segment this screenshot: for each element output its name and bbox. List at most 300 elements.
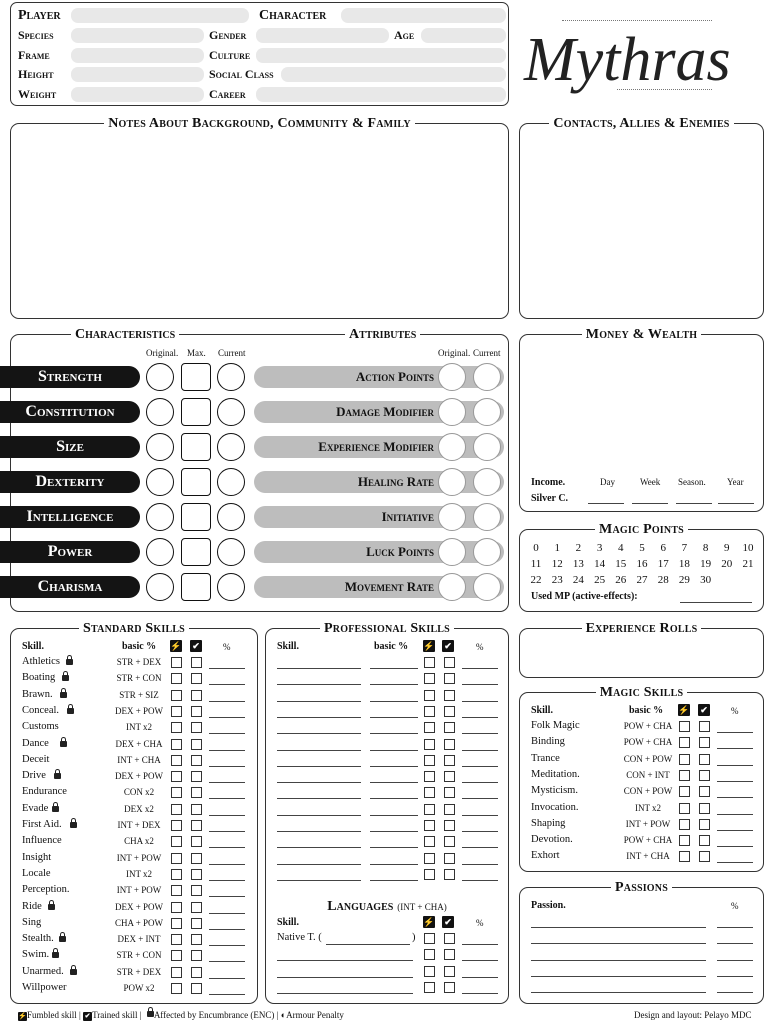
- social-class-field[interactable]: [281, 67, 506, 82]
- magic-point-11[interactable]: 11: [530, 558, 542, 570]
- trained-checkbox[interactable]: [191, 722, 202, 733]
- skill-percent-line[interactable]: [462, 782, 498, 783]
- trained-checkbox[interactable]: [191, 918, 202, 929]
- fumbled-checkbox[interactable]: [679, 737, 690, 748]
- fumbled-checkbox[interactable]: [171, 950, 182, 961]
- skill-percent-line[interactable]: [717, 732, 753, 733]
- fumbled-checkbox[interactable]: [424, 804, 435, 815]
- skill-percent-line[interactable]: [462, 960, 498, 961]
- skill-formula: INT x2: [125, 722, 153, 733]
- fumbled-checkbox[interactable]: [171, 804, 182, 815]
- characteristic-max-input[interactable]: [181, 363, 211, 391]
- age-field[interactable]: [421, 28, 506, 43]
- fumbled-checkbox[interactable]: [424, 853, 435, 864]
- characteristic-max-input[interactable]: [181, 468, 211, 496]
- skill-percent-line[interactable]: [209, 815, 245, 816]
- trained-checkbox[interactable]: [444, 739, 455, 750]
- magic-point-2[interactable]: 2: [575, 542, 582, 554]
- fumbled-checkbox[interactable]: [171, 885, 182, 896]
- passion-percent-line[interactable]: [717, 943, 753, 944]
- skill-formula: INT + DEX: [117, 820, 161, 830]
- skill-formula: INT + CHA: [117, 754, 161, 765]
- trained-checkbox[interactable]: [444, 722, 455, 733]
- skill-name: Drive: [22, 770, 46, 782]
- trained-checkbox[interactable]: [191, 755, 202, 766]
- characteristic-original-input[interactable]: [146, 573, 174, 601]
- characteristic-original-input[interactable]: [146, 433, 174, 461]
- characteristic-current-input[interactable]: [217, 573, 245, 601]
- skill-name-line[interactable]: [277, 864, 361, 865]
- season-line[interactable]: [676, 503, 712, 504]
- native-tongue-line[interactable]: [326, 944, 410, 945]
- magic-point-3[interactable]: 3: [596, 542, 603, 554]
- trained-checkbox[interactable]: [444, 869, 455, 880]
- attribute-original-input[interactable]: [438, 433, 466, 461]
- magic-point-22[interactable]: 22: [530, 574, 542, 586]
- passion-percent-line[interactable]: [717, 976, 753, 977]
- standard-skill-row: [11, 688, 257, 704]
- fumbled-checkbox[interactable]: [171, 690, 182, 701]
- trained-checkbox[interactable]: [444, 820, 455, 831]
- fumbled-checkbox[interactable]: [424, 771, 435, 782]
- skill-formula-line[interactable]: [370, 750, 418, 751]
- trained-checkbox[interactable]: [444, 657, 455, 668]
- fumbled-checkbox[interactable]: [424, 673, 435, 684]
- skill-name-line[interactable]: [277, 831, 361, 832]
- skill-percent-line[interactable]: [717, 846, 753, 847]
- magic-point-7[interactable]: 7: [681, 542, 688, 554]
- skill-formula-line[interactable]: [370, 733, 418, 734]
- skill-formula-line[interactable]: [370, 717, 418, 718]
- magic-point-17[interactable]: 17: [657, 558, 669, 570]
- fumbled-checkbox[interactable]: [424, 966, 435, 977]
- magic-skill-rows: [520, 719, 763, 869]
- trained-checkbox[interactable]: [191, 657, 202, 668]
- skill-percent-line[interactable]: [209, 847, 245, 848]
- skill-name-line[interactable]: [277, 701, 361, 702]
- frame-label: Frame: [18, 48, 50, 62]
- trained-checkbox[interactable]: [191, 885, 202, 896]
- height-field[interactable]: [71, 67, 204, 82]
- skill-percent-line[interactable]: [209, 717, 245, 718]
- fumbled-checkbox[interactable]: [424, 949, 435, 960]
- fumbled-checkbox[interactable]: [171, 918, 182, 929]
- std-pct-header: %: [223, 642, 231, 652]
- characteristic-max-input[interactable]: [181, 538, 211, 566]
- trained-checkbox[interactable]: [191, 804, 202, 815]
- magic-point-1[interactable]: 1: [554, 542, 560, 554]
- day-line[interactable]: [588, 503, 624, 504]
- characteristic-current-input[interactable]: [217, 433, 245, 461]
- magic-point-14[interactable]: 14: [594, 558, 606, 570]
- skill-formula-line[interactable]: [370, 701, 418, 702]
- skill-percent-line[interactable]: [462, 798, 498, 799]
- skill-name: Devotion.: [531, 834, 573, 846]
- trained-checkbox[interactable]: [444, 982, 455, 993]
- characteristic-current-input[interactable]: [217, 468, 245, 496]
- attribute-current-input[interactable]: [473, 573, 501, 601]
- species-field[interactable]: [71, 28, 204, 43]
- magic-point-29[interactable]: 29: [678, 574, 690, 586]
- magic-point-16[interactable]: 16: [636, 558, 648, 570]
- skill-percent-line[interactable]: [209, 896, 245, 897]
- fumbled-checkbox[interactable]: [424, 982, 435, 993]
- trained-checkbox[interactable]: [444, 949, 455, 960]
- frame-field[interactable]: [71, 48, 204, 63]
- standard-skill-row: [11, 769, 257, 785]
- attribute-current-input[interactable]: [473, 503, 501, 531]
- magic-point-13[interactable]: 13: [572, 558, 584, 570]
- trained-checkbox[interactable]: [191, 869, 202, 880]
- fumbled-checkbox[interactable]: [171, 673, 182, 684]
- skill-percent-line[interactable]: [209, 684, 245, 685]
- skill-formula-line[interactable]: [370, 847, 418, 848]
- trained-checkbox[interactable]: [699, 786, 710, 797]
- magic-point-5[interactable]: 5: [639, 542, 645, 554]
- skill-percent-line[interactable]: [462, 993, 498, 994]
- magic-point-12[interactable]: 12: [551, 558, 563, 570]
- prof-basic-header: basic %: [374, 641, 409, 652]
- fumbled-checkbox[interactable]: [171, 771, 182, 782]
- magic-point-30[interactable]: 30: [700, 574, 712, 586]
- trained-checkbox[interactable]: [699, 770, 710, 781]
- week-line[interactable]: [632, 503, 668, 504]
- magic-point-10[interactable]: 10: [742, 542, 754, 554]
- year-line[interactable]: [718, 503, 754, 504]
- trained-checkbox[interactable]: [699, 835, 710, 846]
- character-field[interactable]: [341, 8, 506, 23]
- trained-checkbox[interactable]: [699, 737, 710, 748]
- trained-checkbox[interactable]: [699, 754, 710, 765]
- fumbled-checkbox[interactable]: [679, 819, 690, 830]
- magic-point-26[interactable]: 26: [615, 574, 627, 586]
- magic-point-6[interactable]: 6: [660, 542, 666, 554]
- skill-percent-line[interactable]: [462, 847, 498, 848]
- passion-percent-line[interactable]: [717, 992, 753, 993]
- magic-point-20[interactable]: 20: [721, 558, 733, 570]
- characteristic-current-input[interactable]: [217, 398, 245, 426]
- skill-name-line[interactable]: [277, 977, 413, 978]
- trained-checkbox[interactable]: [191, 820, 202, 831]
- fumbled-checkbox[interactable]: [679, 786, 690, 797]
- culture-field[interactable]: [256, 48, 506, 63]
- skill-percent-line[interactable]: [462, 977, 498, 978]
- trained-checkbox[interactable]: [191, 934, 202, 945]
- career-field[interactable]: [256, 87, 506, 102]
- professional-skill-row: [266, 671, 508, 687]
- magic-point-0[interactable]: 0: [533, 542, 539, 554]
- characteristic-max-input[interactable]: [181, 433, 211, 461]
- trained-checkbox[interactable]: [191, 739, 202, 750]
- characteristic-original-input[interactable]: [146, 468, 174, 496]
- skill-percent-line[interactable]: [209, 864, 245, 865]
- player-field[interactable]: [71, 8, 249, 23]
- standard-skill-row: [11, 671, 257, 687]
- weight-field[interactable]: [71, 87, 204, 102]
- fumbled-checkbox[interactable]: [171, 853, 182, 864]
- attribute-current-input[interactable]: [473, 538, 501, 566]
- trained-checkbox[interactable]: [191, 690, 202, 701]
- attribute-original-input[interactable]: [438, 363, 466, 391]
- magic-point-28[interactable]: 28: [657, 574, 669, 586]
- magic-point-23[interactable]: 23: [551, 574, 563, 586]
- skill-percent-line[interactable]: [717, 748, 753, 749]
- skill-name-line[interactable]: [277, 684, 361, 685]
- skill-percent-line[interactable]: [209, 945, 245, 946]
- attribute-original-input[interactable]: [438, 538, 466, 566]
- magic-point-9[interactable]: 9: [724, 542, 730, 554]
- fumbled-checkbox[interactable]: [171, 820, 182, 831]
- skill-percent-line[interactable]: [209, 733, 245, 734]
- magic-point-4[interactable]: 4: [618, 542, 624, 554]
- skill-percent-line[interactable]: [717, 781, 753, 782]
- skill-percent-line[interactable]: [717, 830, 753, 831]
- skill-name-line[interactable]: [277, 993, 413, 994]
- fumbled-checkbox[interactable]: [424, 869, 435, 880]
- skill-formula-line[interactable]: [370, 831, 418, 832]
- skill-percent-line[interactable]: [717, 797, 753, 798]
- trained-checkbox[interactable]: [191, 853, 202, 864]
- fumbled-checkbox[interactable]: [171, 755, 182, 766]
- magic-point-19[interactable]: 19: [700, 558, 712, 570]
- fumbled-checkbox[interactable]: [424, 787, 435, 798]
- skill-percent-line[interactable]: [462, 864, 498, 865]
- skill-name-line[interactable]: [277, 766, 361, 767]
- skill-percent-line[interactable]: [462, 880, 498, 881]
- skill-percent-line[interactable]: [209, 798, 245, 799]
- trained-checkbox[interactable]: [444, 755, 455, 766]
- fumbled-checkbox[interactable]: [171, 836, 182, 847]
- fumbled-checkbox[interactable]: [171, 934, 182, 945]
- skill-percent-line[interactable]: [717, 765, 753, 766]
- magic-point-15[interactable]: 15: [615, 558, 627, 570]
- trained-checkbox[interactable]: [191, 787, 202, 798]
- magic-point-27[interactable]: 27: [636, 574, 648, 586]
- std-basic-header: basic %: [122, 641, 157, 652]
- passion-name-line[interactable]: [531, 927, 706, 928]
- fumbled-checkbox[interactable]: [171, 706, 182, 717]
- skill-name-line[interactable]: [277, 750, 361, 751]
- skill-percent-line[interactable]: [462, 684, 498, 685]
- trained-checkbox[interactable]: [699, 819, 710, 830]
- gender-field[interactable]: [256, 28, 389, 43]
- attribute-original-input[interactable]: [438, 503, 466, 531]
- trained-checkbox[interactable]: [191, 771, 202, 782]
- characteristic-max-input[interactable]: [181, 503, 211, 531]
- skill-formula-line[interactable]: [370, 668, 418, 669]
- fumbled-checkbox[interactable]: [424, 836, 435, 847]
- fumbled-checkbox[interactable]: [424, 690, 435, 701]
- skill-formula-line[interactable]: [370, 766, 418, 767]
- fumbled-checkbox[interactable]: [424, 722, 435, 733]
- attribute-original-input[interactable]: [438, 573, 466, 601]
- skill-percent-line[interactable]: [462, 766, 498, 767]
- standard-skill-row: [11, 753, 257, 769]
- fumbled-checkbox[interactable]: [679, 770, 690, 781]
- contacts-box: [519, 116, 764, 319]
- trained-checkbox[interactable]: [699, 721, 710, 732]
- magic-point-8[interactable]: 8: [702, 542, 709, 554]
- fumbled-checkbox[interactable]: [171, 657, 182, 668]
- skill-percent-line[interactable]: [462, 701, 498, 702]
- skill-formula-line[interactable]: [370, 684, 418, 685]
- trained-checkbox[interactable]: [444, 853, 455, 864]
- magic-point-21[interactable]: 21: [742, 558, 754, 570]
- skill-percent-line[interactable]: [462, 831, 498, 832]
- trained-checkbox[interactable]: [699, 803, 710, 814]
- fumbled-checkbox[interactable]: [424, 706, 435, 717]
- trained-checkbox[interactable]: [191, 706, 202, 717]
- skill-percent-line[interactable]: [209, 961, 245, 962]
- skill-formula: INT x2: [634, 802, 662, 813]
- fumbled-checkbox[interactable]: [171, 983, 182, 994]
- skill-name: Mysticism.: [531, 785, 578, 797]
- skill-formula-line[interactable]: [370, 815, 418, 816]
- attribute-original-input[interactable]: [438, 398, 466, 426]
- used-mp-line[interactable]: [680, 602, 752, 603]
- trained-checkbox[interactable]: [444, 706, 455, 717]
- fumbled-checkbox[interactable]: [424, 739, 435, 750]
- fumbled-checkbox[interactable]: [679, 851, 690, 862]
- skill-percent-line[interactable]: [209, 766, 245, 767]
- trained-checkbox[interactable]: [191, 902, 202, 913]
- trained-checkbox[interactable]: [444, 966, 455, 977]
- fumbled-checkbox[interactable]: [679, 835, 690, 846]
- skill-percent-line[interactable]: [209, 978, 245, 979]
- skill-name: Meditation.: [531, 768, 580, 780]
- footer-credit: Design and layout: Pelayo MDC: [634, 1010, 752, 1020]
- skill-percent-line[interactable]: [462, 750, 498, 751]
- attribute-current-input[interactable]: [473, 468, 501, 496]
- attribute-current-input[interactable]: [473, 433, 501, 461]
- attribute-current-input[interactable]: [473, 398, 501, 426]
- magic-point-25[interactable]: 25: [594, 574, 606, 586]
- skill-name-line[interactable]: [277, 815, 361, 816]
- fumbled-checkbox[interactable]: [424, 933, 435, 944]
- trained-checkbox[interactable]: [191, 967, 202, 978]
- passion-name-line[interactable]: [531, 992, 706, 993]
- passion-name-line[interactable]: [531, 943, 706, 944]
- skill-formula: INT + POW: [116, 885, 162, 896]
- skill-percent-line[interactable]: [209, 994, 245, 995]
- skill-name-line[interactable]: [277, 847, 361, 848]
- characteristic-original-input[interactable]: [146, 538, 174, 566]
- skill-name: Stealth.: [22, 933, 54, 945]
- standard-skill-row: [11, 965, 257, 981]
- fumbled-checkbox[interactable]: [171, 967, 182, 978]
- skill-percent-line[interactable]: [462, 717, 498, 718]
- fumbled-checkbox[interactable]: [171, 902, 182, 913]
- skill-name-line[interactable]: [277, 782, 361, 783]
- trained-checkbox[interactable]: [191, 950, 202, 961]
- passion-percent-line[interactable]: [717, 927, 753, 928]
- skill-formula-line[interactable]: [370, 864, 418, 865]
- skill-percent-line[interactable]: [462, 733, 498, 734]
- fumbled-checkbox[interactable]: [171, 869, 182, 880]
- standard-skill-row: [11, 834, 257, 850]
- fumbled-checkbox[interactable]: [679, 721, 690, 732]
- magic-skill-row: [520, 833, 763, 849]
- trained-checkbox[interactable]: [444, 673, 455, 684]
- skill-percent-line[interactable]: [209, 913, 245, 914]
- attribute-original-input[interactable]: [438, 468, 466, 496]
- encumbrance-icon: [52, 952, 59, 958]
- fumbled-checkbox[interactable]: [171, 739, 182, 750]
- trained-checkbox[interactable]: [444, 804, 455, 815]
- professional-skills-title: Professional Skills: [320, 621, 454, 636]
- fumbled-checkbox[interactable]: [424, 820, 435, 831]
- characteristic-current-input[interactable]: [217, 538, 245, 566]
- magic-point-24[interactable]: 24: [572, 574, 584, 586]
- trained-checkbox[interactable]: [444, 836, 455, 847]
- trained-checkbox[interactable]: [444, 771, 455, 782]
- skill-formula-line[interactable]: [370, 782, 418, 783]
- trained-checkbox[interactable]: [191, 836, 202, 847]
- skill-percent-line[interactable]: [209, 782, 245, 783]
- skill-name-line[interactable]: [277, 880, 361, 881]
- trained-checkbox[interactable]: [191, 673, 202, 684]
- skill-percent-line[interactable]: [462, 944, 498, 945]
- silver-label: Silver C.: [531, 493, 569, 504]
- trained-checkbox[interactable]: [699, 851, 710, 862]
- fumbled-checkbox[interactable]: [171, 787, 182, 798]
- skill-percent-line[interactable]: [717, 862, 753, 863]
- skill-percent-line[interactable]: [209, 701, 245, 702]
- skill-name-line[interactable]: [277, 798, 361, 799]
- skill-name: Endurance: [22, 786, 67, 798]
- characteristic-current-input[interactable]: [217, 363, 245, 391]
- fumbled-checkbox[interactable]: [424, 657, 435, 668]
- skill-formula-line[interactable]: [370, 880, 418, 881]
- passion-name-line[interactable]: [531, 960, 706, 961]
- characteristic-max-input[interactable]: [181, 573, 211, 601]
- skill-percent-line[interactable]: [717, 814, 753, 815]
- passion-name-line[interactable]: [531, 976, 706, 977]
- characteristic-max-input[interactable]: [181, 398, 211, 426]
- fumbled-checkbox[interactable]: [424, 755, 435, 766]
- trained-checkbox[interactable]: [444, 787, 455, 798]
- trained-checkbox[interactable]: [444, 690, 455, 701]
- skill-name-line[interactable]: [277, 668, 361, 669]
- trained-checkbox[interactable]: [191, 983, 202, 994]
- skill-name-line[interactable]: [277, 733, 361, 734]
- characteristic-original-input[interactable]: [146, 363, 174, 391]
- characteristic-current-input[interactable]: [217, 503, 245, 531]
- characteristic-original-input[interactable]: [146, 398, 174, 426]
- skill-percent-line[interactable]: [209, 668, 245, 669]
- skill-name-line[interactable]: [277, 960, 413, 961]
- skill-percent-line[interactable]: [209, 929, 245, 930]
- skill-name-line[interactable]: [277, 717, 361, 718]
- trained-checkbox[interactable]: [444, 933, 455, 944]
- skill-percent-line[interactable]: [462, 815, 498, 816]
- magic-skill-row: [520, 801, 763, 817]
- skill-formula-line[interactable]: [370, 798, 418, 799]
- age-label: Age: [394, 28, 415, 42]
- magic-point-18[interactable]: 18: [678, 558, 690, 570]
- skill-percent-line[interactable]: [209, 880, 245, 881]
- skill-percent-line[interactable]: [462, 668, 498, 669]
- attribute-current-input[interactable]: [473, 363, 501, 391]
- encumbrance-icon: [60, 692, 67, 698]
- fumbled-checkbox[interactable]: [171, 722, 182, 733]
- skill-percent-line[interactable]: [209, 750, 245, 751]
- characteristic-original-input[interactable]: [146, 503, 174, 531]
- fumbled-checkbox[interactable]: [679, 803, 690, 814]
- skill-percent-line[interactable]: [209, 831, 245, 832]
- passion-percent-line[interactable]: [717, 960, 753, 961]
- fumbled-checkbox[interactable]: [679, 754, 690, 765]
